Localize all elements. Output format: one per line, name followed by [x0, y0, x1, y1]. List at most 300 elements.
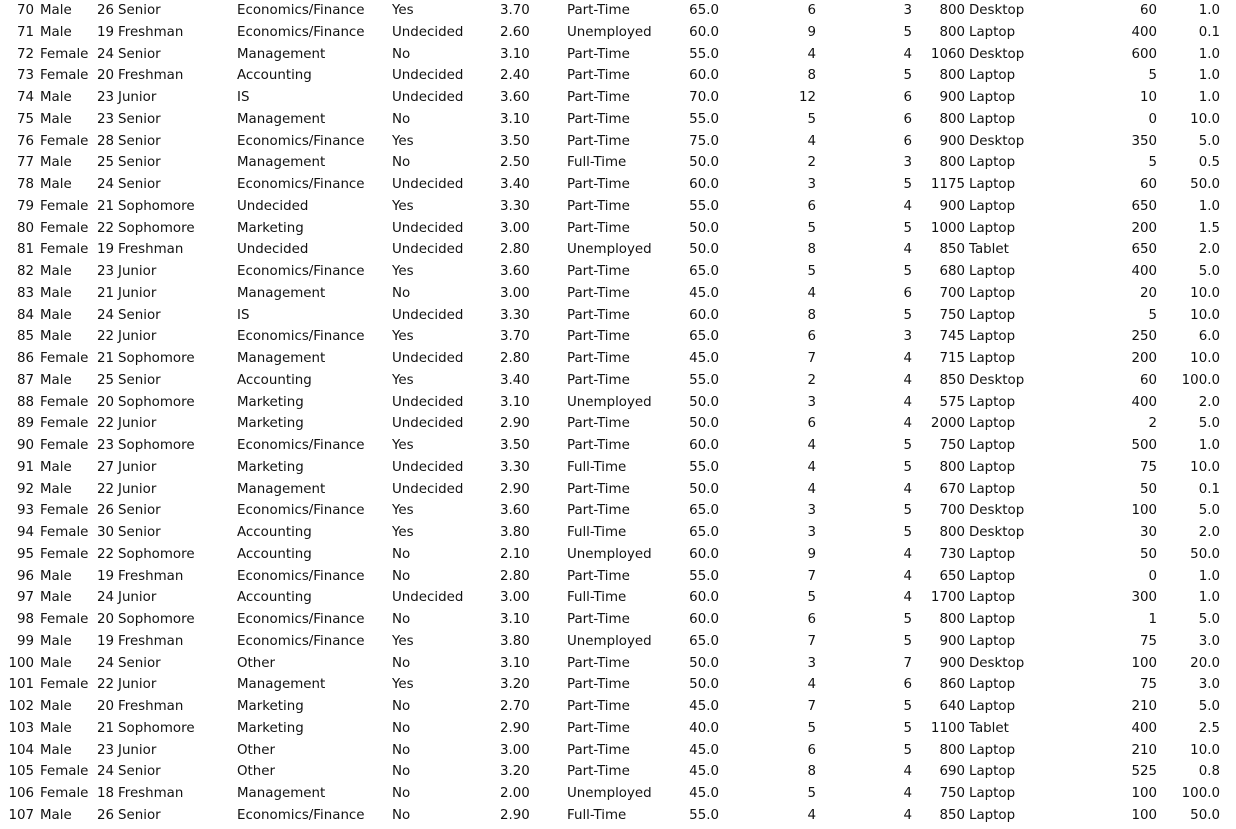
cell-gender[interactable]: Male [40, 481, 72, 497]
cell-major[interactable]: Economics/Finance [237, 329, 365, 345]
cell-grad-intention[interactable]: No [392, 807, 411, 823]
cell-major[interactable]: Other [237, 764, 276, 780]
cell-value-a[interactable]: 9 [807, 24, 816, 40]
cell-value-c[interactable]: 75 [1139, 633, 1157, 649]
cell-employment[interactable]: Part-Time [567, 329, 630, 345]
cell-age[interactable]: 28 [96, 133, 114, 149]
cell-major[interactable]: Economics/Finance [237, 807, 365, 823]
cell-value-d[interactable]: 1.0 [1198, 568, 1220, 584]
cell-class[interactable]: Freshman [118, 633, 184, 649]
cell-value-a[interactable]: 2 [807, 155, 816, 171]
cell-gpa[interactable]: 2.10 [500, 546, 530, 562]
cell-id[interactable]: 96 [16, 568, 34, 584]
table-row[interactable] [0, 609, 1236, 631]
cell-age[interactable]: 24 [96, 177, 114, 192]
cell-class[interactable]: Junior [118, 459, 157, 475]
cell-value-d[interactable]: 1.0 [1198, 438, 1220, 453]
cell-id[interactable]: 86 [16, 351, 34, 366]
cell-id[interactable]: 107 [8, 807, 34, 823]
cell-salary[interactable]: 45.0 [689, 351, 719, 366]
cell-value-a[interactable]: 8 [807, 307, 816, 323]
cell-value-d[interactable]: 3.0 [1198, 633, 1220, 649]
cell-employment[interactable]: Unemployed [567, 633, 652, 649]
cell-id[interactable]: 89 [16, 416, 34, 432]
cell-gender[interactable]: Female [40, 786, 89, 801]
cell-computer[interactable]: Laptop [969, 307, 1016, 323]
table-row[interactable] [0, 696, 1236, 718]
cell-gpa[interactable]: 2.50 [500, 155, 530, 171]
cell-gender[interactable]: Female [40, 394, 89, 410]
cell-major[interactable]: Management [237, 46, 326, 62]
cell-gpa[interactable]: 2.80 [500, 242, 530, 258]
cell-employment[interactable]: Part-Time [567, 264, 630, 279]
cell-major[interactable]: Economics/Finance [237, 3, 365, 18]
cell-major[interactable]: Management [237, 786, 326, 801]
cell-major[interactable]: Accounting [237, 68, 312, 84]
cell-gender[interactable]: Male [40, 307, 72, 323]
cell-employment[interactable]: Part-Time [567, 177, 630, 192]
table-row[interactable] [0, 413, 1236, 435]
cell-value-a[interactable]: 8 [807, 68, 816, 84]
table-row[interactable] [0, 326, 1236, 348]
cell-major[interactable]: Accounting [237, 590, 312, 606]
cell-spending[interactable]: 750 [939, 786, 965, 801]
cell-salary[interactable]: 55.0 [689, 459, 719, 475]
cell-id[interactable]: 104 [8, 742, 34, 758]
cell-gender[interactable]: Male [40, 24, 72, 40]
cell-employment[interactable]: Part-Time [567, 111, 630, 127]
cell-spending[interactable]: 1060 [930, 46, 965, 62]
cell-value-d[interactable]: 0.1 [1198, 24, 1220, 40]
cell-grad-intention[interactable]: Yes [392, 329, 414, 345]
cell-value-a[interactable]: 2 [807, 372, 816, 388]
cell-employment[interactable]: Part-Time [567, 764, 630, 780]
table-row[interactable] [0, 805, 1236, 827]
cell-spending[interactable]: 850 [939, 372, 965, 388]
cell-value-b[interactable]: 4 [903, 568, 912, 584]
cell-grad-intention[interactable]: Undecided [392, 459, 464, 475]
cell-gender[interactable]: Male [40, 742, 72, 758]
cell-spending[interactable]: 860 [939, 677, 965, 693]
table-row[interactable] [0, 239, 1236, 261]
cell-spending[interactable]: 750 [939, 438, 965, 453]
cell-value-b[interactable]: 6 [903, 285, 912, 301]
cell-gpa[interactable]: 3.30 [500, 198, 530, 214]
cell-major[interactable]: Economics/Finance [237, 568, 365, 584]
cell-class[interactable]: Senior [118, 155, 161, 171]
cell-id[interactable]: 85 [16, 329, 34, 345]
cell-computer[interactable]: Laptop [969, 568, 1016, 584]
cell-spending[interactable]: 900 [939, 90, 965, 105]
cell-computer[interactable]: Laptop [969, 351, 1016, 366]
cell-class[interactable]: Senior [118, 503, 161, 519]
cell-value-c[interactable]: 60 [1139, 372, 1157, 388]
cell-spending[interactable]: 1000 [930, 220, 965, 236]
cell-value-d[interactable]: 1.0 [1198, 590, 1220, 606]
cell-age[interactable]: 25 [96, 155, 114, 171]
cell-gpa[interactable]: 3.80 [500, 525, 530, 540]
cell-grad-intention[interactable]: No [392, 111, 411, 127]
cell-value-b[interactable]: 7 [903, 655, 912, 671]
cell-value-b[interactable]: 4 [903, 590, 912, 606]
cell-value-b[interactable]: 4 [903, 481, 912, 497]
cell-spending[interactable]: 575 [939, 394, 965, 410]
cell-id[interactable]: 84 [16, 307, 34, 323]
cell-salary[interactable]: 45.0 [689, 764, 719, 780]
cell-class[interactable]: Sophomore [118, 394, 195, 410]
cell-grad-intention[interactable]: No [392, 655, 411, 671]
table-row[interactable] [0, 87, 1236, 109]
cell-spending[interactable]: 670 [939, 481, 965, 497]
cell-gpa[interactable]: 3.10 [500, 394, 530, 410]
cell-class[interactable]: Sophomore [118, 220, 195, 236]
cell-value-d[interactable]: 5.0 [1198, 416, 1220, 432]
cell-id[interactable]: 77 [16, 155, 34, 171]
table-row[interactable] [0, 457, 1236, 479]
table-row[interactable] [0, 522, 1236, 544]
cell-computer[interactable]: Laptop [969, 612, 1016, 627]
cell-class[interactable]: Junior [118, 742, 157, 758]
cell-gender[interactable]: Female [40, 133, 89, 149]
cell-gender[interactable]: Male [40, 590, 72, 606]
cell-computer[interactable]: Desktop [969, 46, 1025, 62]
cell-value-d[interactable]: 2.0 [1198, 242, 1220, 258]
cell-gender[interactable]: Male [40, 329, 72, 345]
cell-class[interactable]: Freshman [118, 786, 184, 801]
table-row[interactable] [0, 435, 1236, 457]
cell-salary[interactable]: 55.0 [689, 46, 719, 62]
cell-grad-intention[interactable]: Undecided [392, 220, 464, 236]
cell-class[interactable]: Senior [118, 3, 161, 18]
cell-grad-intention[interactable]: Undecided [392, 177, 464, 192]
cell-value-d[interactable]: 1.0 [1198, 68, 1220, 84]
cell-id[interactable]: 73 [16, 68, 34, 84]
cell-id[interactable]: 103 [8, 720, 34, 736]
cell-employment[interactable]: Full-Time [567, 459, 627, 475]
cell-spending[interactable]: 700 [939, 285, 965, 301]
cell-class[interactable]: Freshman [118, 568, 184, 584]
cell-gpa[interactable]: 3.40 [500, 372, 530, 388]
cell-salary[interactable]: 65.0 [689, 264, 719, 279]
table-row[interactable] [0, 283, 1236, 305]
cell-value-c[interactable]: 400 [1131, 24, 1157, 40]
cell-grad-intention[interactable]: No [392, 786, 411, 801]
cell-gpa[interactable]: 3.40 [500, 177, 530, 192]
cell-age[interactable]: 23 [96, 264, 114, 279]
cell-grad-intention[interactable]: Yes [392, 264, 414, 279]
cell-value-a[interactable]: 7 [807, 568, 816, 584]
table-row[interactable] [0, 65, 1236, 87]
cell-id[interactable]: 92 [16, 481, 34, 497]
cell-major[interactable]: Marketing [237, 720, 304, 736]
cell-computer[interactable]: Laptop [969, 546, 1016, 562]
cell-value-d[interactable]: 1.0 [1198, 46, 1220, 62]
cell-value-d[interactable]: 5.0 [1198, 699, 1220, 714]
cell-age[interactable]: 24 [96, 590, 114, 606]
cell-employment[interactable]: Part-Time [567, 90, 630, 105]
cell-major[interactable]: Marketing [237, 459, 304, 475]
cell-id[interactable]: 74 [16, 90, 34, 105]
table-row[interactable] [0, 348, 1236, 370]
cell-value-a[interactable]: 7 [807, 699, 816, 714]
cell-age[interactable]: 23 [96, 90, 114, 105]
cell-salary[interactable]: 60.0 [689, 177, 719, 192]
cell-id[interactable]: 81 [16, 242, 34, 258]
cell-value-b[interactable]: 4 [903, 242, 912, 258]
cell-age[interactable]: 23 [96, 438, 114, 453]
cell-class[interactable]: Senior [118, 655, 161, 671]
cell-computer[interactable]: Laptop [969, 438, 1016, 453]
cell-computer[interactable]: Desktop [969, 3, 1025, 18]
cell-computer[interactable]: Laptop [969, 677, 1016, 693]
cell-major[interactable]: Management [237, 351, 326, 366]
cell-salary[interactable]: 55.0 [689, 111, 719, 127]
cell-value-a[interactable]: 3 [807, 525, 816, 540]
cell-employment[interactable]: Part-Time [567, 372, 630, 388]
cell-id[interactable]: 98 [16, 612, 34, 627]
cell-age[interactable]: 20 [96, 699, 114, 714]
cell-gpa[interactable]: 3.00 [500, 590, 530, 606]
cell-value-d[interactable]: 10.0 [1190, 307, 1220, 323]
cell-age[interactable]: 21 [96, 720, 114, 736]
cell-value-b[interactable]: 6 [903, 677, 912, 693]
cell-value-c[interactable]: 30 [1139, 525, 1157, 540]
cell-major[interactable]: Accounting [237, 372, 312, 388]
cell-age[interactable]: 24 [96, 655, 114, 671]
cell-gpa[interactable]: 2.70 [500, 699, 530, 714]
cell-computer[interactable]: Laptop [969, 416, 1016, 432]
cell-age[interactable]: 22 [96, 329, 114, 345]
cell-value-c[interactable]: 200 [1131, 220, 1157, 236]
cell-value-a[interactable]: 6 [807, 3, 816, 18]
cell-grad-intention[interactable]: Undecided [392, 68, 464, 84]
cell-spending[interactable]: 690 [939, 764, 965, 780]
cell-gender[interactable]: Male [40, 720, 72, 736]
cell-salary[interactable]: 45.0 [689, 285, 719, 301]
cell-major[interactable]: Economics/Finance [237, 503, 365, 519]
cell-value-a[interactable]: 4 [807, 481, 816, 497]
cell-value-c[interactable]: 20 [1139, 285, 1157, 301]
cell-class[interactable]: Junior [118, 590, 157, 606]
cell-id[interactable]: 97 [16, 590, 34, 606]
cell-major[interactable]: Economics/Finance [237, 264, 365, 279]
cell-employment[interactable]: Full-Time [567, 155, 627, 171]
cell-gender[interactable]: Male [40, 699, 72, 714]
cell-gender[interactable]: Female [40, 612, 89, 627]
cell-age[interactable]: 25 [96, 372, 114, 388]
cell-value-d[interactable]: 5.0 [1198, 503, 1220, 519]
cell-class[interactable]: Freshman [118, 699, 184, 714]
cell-salary[interactable]: 60.0 [689, 590, 719, 606]
cell-age[interactable]: 19 [96, 633, 114, 649]
cell-gender[interactable]: Male [40, 459, 72, 475]
cell-value-d[interactable]: 0.1 [1198, 481, 1220, 497]
cell-value-d[interactable]: 50.0 [1190, 807, 1220, 823]
cell-class[interactable]: Senior [118, 307, 161, 323]
cell-computer[interactable]: Desktop [969, 503, 1025, 519]
cell-major[interactable]: Economics/Finance [237, 438, 365, 453]
cell-value-a[interactable]: 4 [807, 459, 816, 475]
cell-age[interactable]: 30 [96, 525, 114, 540]
cell-salary[interactable]: 50.0 [689, 155, 719, 171]
cell-value-a[interactable]: 4 [807, 133, 816, 149]
cell-age[interactable]: 22 [96, 546, 114, 562]
cell-value-d[interactable]: 1.0 [1198, 198, 1220, 214]
cell-major[interactable]: Undecided [237, 242, 309, 258]
cell-employment[interactable]: Part-Time [567, 416, 630, 432]
cell-grad-intention[interactable]: No [392, 742, 411, 758]
cell-value-a[interactable]: 4 [807, 807, 816, 823]
cell-spending[interactable]: 850 [939, 242, 965, 258]
cell-id[interactable]: 79 [16, 198, 34, 214]
cell-value-b[interactable]: 5 [903, 633, 912, 649]
cell-age[interactable]: 23 [96, 111, 114, 127]
cell-gender[interactable]: Female [40, 220, 89, 236]
table-row[interactable] [0, 22, 1236, 44]
cell-employment[interactable]: Part-Time [567, 46, 630, 62]
table-row[interactable] [0, 131, 1236, 153]
table-row[interactable] [0, 392, 1236, 414]
cell-gender[interactable]: Female [40, 764, 89, 780]
table-row[interactable] [0, 196, 1236, 218]
cell-class[interactable]: Sophomore [118, 720, 195, 736]
cell-value-c[interactable]: 5 [1148, 155, 1157, 171]
cell-gender[interactable]: Female [40, 416, 89, 432]
cell-gender[interactable]: Female [40, 351, 89, 366]
cell-gpa[interactable]: 3.10 [500, 46, 530, 62]
cell-class[interactable]: Senior [118, 525, 161, 540]
cell-value-c[interactable]: 300 [1131, 590, 1157, 606]
cell-spending[interactable]: 1100 [930, 720, 965, 736]
cell-employment[interactable]: Full-Time [567, 525, 627, 540]
table-row[interactable] [0, 174, 1236, 196]
cell-id[interactable]: 102 [8, 699, 34, 714]
cell-value-a[interactable]: 12 [798, 90, 816, 105]
cell-computer[interactable]: Laptop [969, 24, 1016, 40]
cell-value-b[interactable]: 4 [903, 198, 912, 214]
cell-salary[interactable]: 50.0 [689, 220, 719, 236]
cell-grad-intention[interactable]: Yes [392, 503, 414, 519]
cell-salary[interactable]: 50.0 [689, 394, 719, 410]
cell-id[interactable]: 78 [16, 177, 34, 192]
cell-computer[interactable]: Desktop [969, 372, 1025, 388]
cell-value-b[interactable]: 6 [903, 111, 912, 127]
cell-spending[interactable]: 900 [939, 133, 965, 149]
cell-grad-intention[interactable]: No [392, 285, 411, 301]
cell-gender[interactable]: Male [40, 655, 72, 671]
cell-grad-intention[interactable]: Yes [392, 633, 414, 649]
cell-id[interactable]: 93 [16, 503, 34, 519]
cell-value-b[interactable]: 4 [903, 807, 912, 823]
cell-value-a[interactable]: 3 [807, 177, 816, 192]
cell-gender[interactable]: Male [40, 568, 72, 584]
cell-gpa[interactable]: 3.80 [500, 633, 530, 649]
cell-grad-intention[interactable]: Yes [392, 133, 414, 149]
cell-spending[interactable]: 800 [939, 612, 965, 627]
cell-computer[interactable]: Desktop [969, 525, 1025, 540]
cell-employment[interactable]: Part-Time [567, 351, 630, 366]
cell-major[interactable]: Other [237, 655, 276, 671]
cell-value-d[interactable]: 10.0 [1190, 742, 1220, 758]
cell-class[interactable]: Freshman [118, 24, 184, 40]
table-row[interactable] [0, 109, 1236, 131]
cell-value-b[interactable]: 4 [903, 764, 912, 780]
cell-value-d[interactable]: 6.0 [1198, 329, 1220, 345]
cell-class[interactable]: Senior [118, 372, 161, 388]
cell-gender[interactable]: Female [40, 677, 89, 693]
cell-value-a[interactable]: 8 [807, 242, 816, 258]
cell-value-c[interactable]: 60 [1139, 177, 1157, 192]
cell-grad-intention[interactable]: No [392, 699, 411, 714]
cell-value-a[interactable]: 6 [807, 416, 816, 432]
cell-spending[interactable]: 800 [939, 525, 965, 540]
table-row[interactable] [0, 674, 1236, 696]
cell-employment[interactable]: Unemployed [567, 394, 652, 410]
table-row[interactable] [0, 479, 1236, 501]
cell-grad-intention[interactable]: Yes [392, 198, 414, 214]
cell-grad-intention[interactable]: Undecided [392, 394, 464, 410]
cell-value-b[interactable]: 5 [903, 264, 912, 279]
cell-age[interactable]: 21 [96, 351, 114, 366]
cell-gpa[interactable]: 3.30 [500, 307, 530, 323]
cell-value-c[interactable]: 100 [1131, 503, 1157, 519]
cell-value-b[interactable]: 5 [903, 503, 912, 519]
cell-major[interactable]: Accounting [237, 525, 312, 540]
cell-age[interactable]: 19 [96, 568, 114, 584]
cell-computer[interactable]: Laptop [969, 590, 1016, 606]
cell-value-c[interactable]: 500 [1131, 438, 1157, 453]
cell-major[interactable]: IS [237, 90, 250, 105]
cell-value-d[interactable]: 50.0 [1190, 177, 1220, 192]
cell-computer[interactable]: Laptop [969, 807, 1016, 823]
cell-grad-intention[interactable]: No [392, 546, 411, 562]
cell-class[interactable]: Sophomore [118, 612, 195, 627]
table-row[interactable] [0, 544, 1236, 566]
cell-value-d[interactable]: 100.0 [1181, 786, 1220, 801]
cell-value-c[interactable]: 75 [1139, 459, 1157, 475]
cell-employment[interactable]: Unemployed [567, 24, 652, 40]
cell-age[interactable]: 24 [96, 764, 114, 780]
cell-value-c[interactable]: 600 [1131, 46, 1157, 62]
cell-computer[interactable]: Laptop [969, 111, 1016, 127]
cell-gpa[interactable]: 3.60 [500, 90, 530, 105]
table-row[interactable] [0, 44, 1236, 66]
cell-value-c[interactable]: 5 [1148, 307, 1157, 323]
cell-gender[interactable]: Female [40, 438, 89, 453]
cell-employment[interactable]: Part-Time [567, 742, 630, 758]
cell-grad-intention[interactable]: Undecided [392, 590, 464, 606]
cell-salary[interactable]: 60.0 [689, 546, 719, 562]
cell-spending[interactable]: 1700 [930, 590, 965, 606]
cell-spending[interactable]: 800 [939, 742, 965, 758]
cell-computer[interactable]: Laptop [969, 198, 1016, 214]
cell-gpa[interactable]: 2.90 [500, 807, 530, 823]
cell-value-b[interactable]: 4 [903, 786, 912, 801]
cell-employment[interactable]: Part-Time [567, 568, 630, 584]
cell-spending[interactable]: 750 [939, 307, 965, 323]
cell-gpa[interactable]: 3.60 [500, 264, 530, 279]
cell-value-b[interactable]: 5 [903, 438, 912, 453]
cell-value-b[interactable]: 5 [903, 742, 912, 758]
cell-value-b[interactable]: 5 [903, 459, 912, 475]
cell-computer[interactable]: Tablet [969, 242, 1009, 258]
cell-value-c[interactable]: 200 [1131, 351, 1157, 366]
cell-id[interactable]: 88 [16, 394, 34, 410]
cell-employment[interactable]: Part-Time [567, 438, 630, 453]
cell-value-c[interactable]: 400 [1131, 394, 1157, 410]
cell-major[interactable]: Accounting [237, 546, 312, 562]
cell-major[interactable]: Undecided [237, 198, 309, 214]
